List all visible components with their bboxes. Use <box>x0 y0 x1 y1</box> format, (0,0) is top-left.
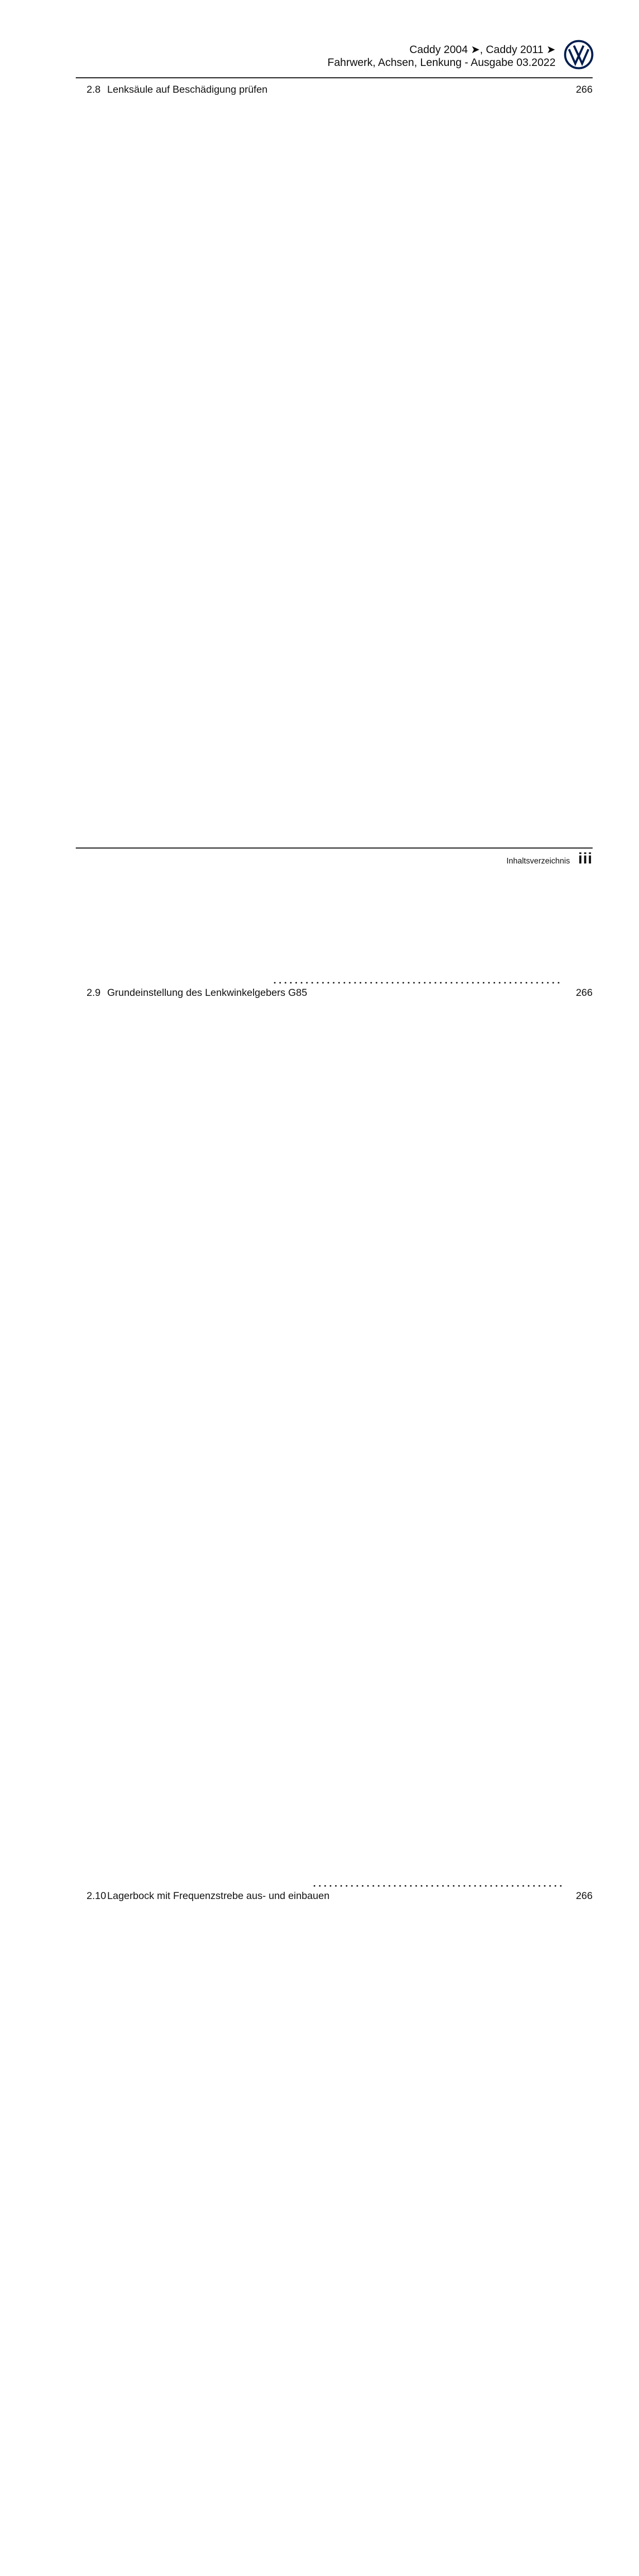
toc-number: 2.10 <box>87 1890 106 1902</box>
footer-section-label: Inhaltsverzeichnis <box>506 857 570 866</box>
header-model-line: Caddy 2004 ➤, Caddy 2011 ➤ <box>409 44 556 56</box>
toc-page-number: 266 <box>566 1890 593 2576</box>
header-rule <box>76 77 593 78</box>
toc-entry <box>87 987 593 1890</box>
toc-line <box>87 987 593 1890</box>
page-header <box>328 43 556 69</box>
page-footer <box>507 850 593 868</box>
toc-number: 2.8 <box>87 84 101 95</box>
toc-dot-leader <box>272 981 563 985</box>
toc-list <box>87 83 593 2576</box>
vw-logo-icon <box>564 40 594 70</box>
toc-page-number: 266 <box>566 987 593 1890</box>
toc-line <box>87 1890 593 2576</box>
toc-title: Lenksäule auf Beschädigung prüfen <box>107 84 268 95</box>
toc-title: Grundeinstellung des Lenkwinkelgebers G85 <box>107 987 308 998</box>
toc-page-number: 266 <box>566 83 593 987</box>
footer-page-number: iii <box>578 850 593 867</box>
header-subject-line: Fahrwerk, Achsen, Lenkung - Ausgabe 03.2022 <box>327 57 556 69</box>
footer-rule <box>76 848 593 849</box>
toc-title: Lagerbock mit Frequenzstrebe aus- und einbauen <box>107 1890 330 1902</box>
toc-number: 2.9 <box>87 987 101 998</box>
toc-dot-leader <box>312 1884 563 1888</box>
toc-entry <box>87 1890 593 2576</box>
